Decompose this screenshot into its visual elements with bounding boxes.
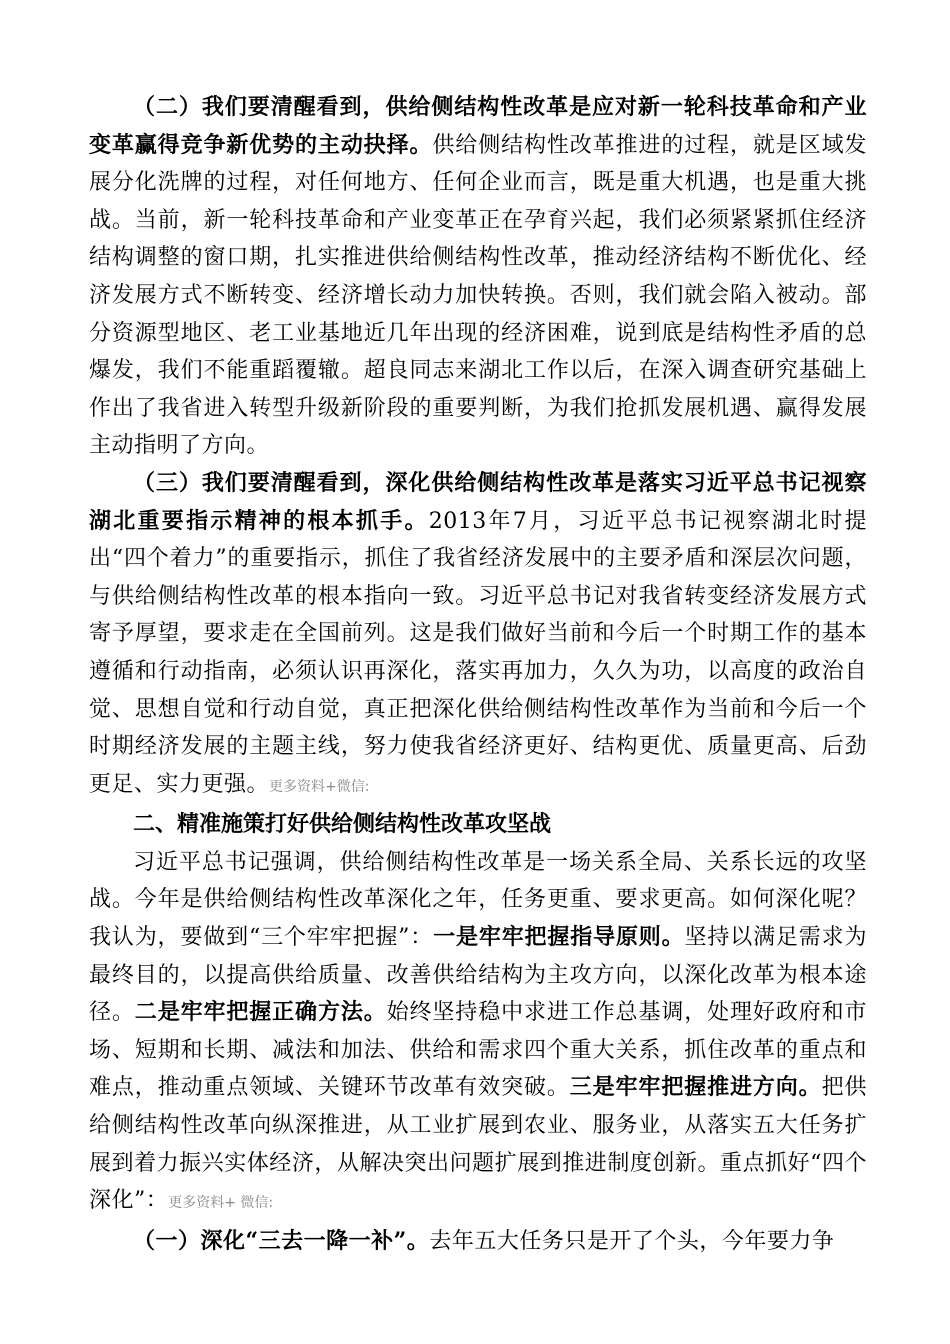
emphasis-three: 三是牢牢把握推进方向。 bbox=[569, 1074, 822, 1101]
paragraph-lead: （二）我们要清醒看到，供给侧结构性改革是应对新一轮科技革命和产业变革赢得竞争新优势的主动抉择。 bbox=[89, 94, 867, 158]
document-page bbox=[89, 89, 867, 1260]
emphasis-two: 二是牢牢把握正确方法。 bbox=[134, 999, 387, 1026]
paragraph-body: 把供给侧结构性改革向纵深推进，从工业扩展到农业、服务业，从落实五大任务扩展到着力振兴实体经济，从解决突出问题扩展到推进制度创新。重点抓好“四个深化”： bbox=[89, 1075, 867, 1214]
paragraph-body: 习近平总书记强调，供给侧结构性改革是一场关系全局、关系长远的攻坚战。今年是供给侧结构性改革深化之年，任务更重、要求更高。如何深化呢？我认为，要做到“三个牢牢把握”： bbox=[89, 849, 867, 951]
paragraph-subpoint-one bbox=[89, 1223, 867, 1261]
paragraph-three-grasps bbox=[89, 844, 867, 1223]
paragraph-body: 去年五大任务只是开了个头，今年要力争 bbox=[429, 1228, 835, 1254]
paragraph-body: 供给侧结构性改革推进的过程，就是区域发展分化洗牌的过程，对任何地方、任何企业而言，既是重大机遇，也是重大挑战。当前，新一轮科技革命和产业变革正在孕育兴起，我们必须紧紧抓住经济结构调整的窗口期，扎实推进供给侧结构性改革，推动经济结构不断优化、经济发展方式不断转变、经济增长动力加快转换。否则，我们就会陷入被动。部分资源型地区、老工业基地近几年出现的经济困难，说到底是结构性矛盾的总爆发，我们不能重蹈覆辙。超良同志来湖北工作以后，在深入调查研究基础上作出了我省进入转型升级新阶段的重要判断，为我们抢抓发展机遇、赢得发展主动指明了方向。 bbox=[89, 132, 867, 459]
paragraph-point-two bbox=[89, 89, 867, 465]
section-heading: 二、精准施策打好供给侧结构性改革攻坚战 bbox=[133, 812, 552, 838]
emphasis-one: 一是牢牢把握指导原则。 bbox=[433, 924, 685, 951]
paragraph-point-three bbox=[89, 465, 867, 806]
watermark-note: 更多资料+ 微信: bbox=[168, 1195, 274, 1212]
paragraph-lead: （一）深化“三去一降一补”。 bbox=[133, 1227, 430, 1254]
watermark-note: 更多资料+微信: bbox=[269, 778, 370, 795]
paragraph-body: 坚持以满足需求为最终目的，以提高供给质量、改善供给结构为主攻方向，以深化改革为根本途径。 bbox=[89, 925, 867, 1026]
paragraph-body: 2013年7月，习近平总书记视察湖北时提出“四个着力”的重要指示，抓住了我省经济发展中的主要矛盾和深层次问题，与供给侧结构性改革的根本指向一致。习近平总书记对我省转变经济发展方式寄予厚望，要求走在全国前列。这是我们做好当前和今后一个时期工作的基本遵循和行动指南，必须认识再深化，落实再加力，久久为功，以高度的政治自觉、思想自觉和行动自觉，真正把深化供给侧结构性改革作为当前和今后一个时期经济发展的主题主线，努力使我省经济更好、结构更优、质量更高、后劲更足、实力更强。 bbox=[89, 508, 867, 797]
paragraph-lead: （三）我们要清醒看到，深化供给侧结构性改革是落实习近平总书记视察湖北重要指示精神的根本抓手。 bbox=[89, 469, 867, 534]
paragraph-body: 始终坚持稳中求进工作总基调，处理好政府和市场、短期和长期、减法和加法、供给和需求四个重大关系，抓住改革的重点和难点，推动重点领域、关键环节改革有效突破。 bbox=[89, 1000, 867, 1101]
